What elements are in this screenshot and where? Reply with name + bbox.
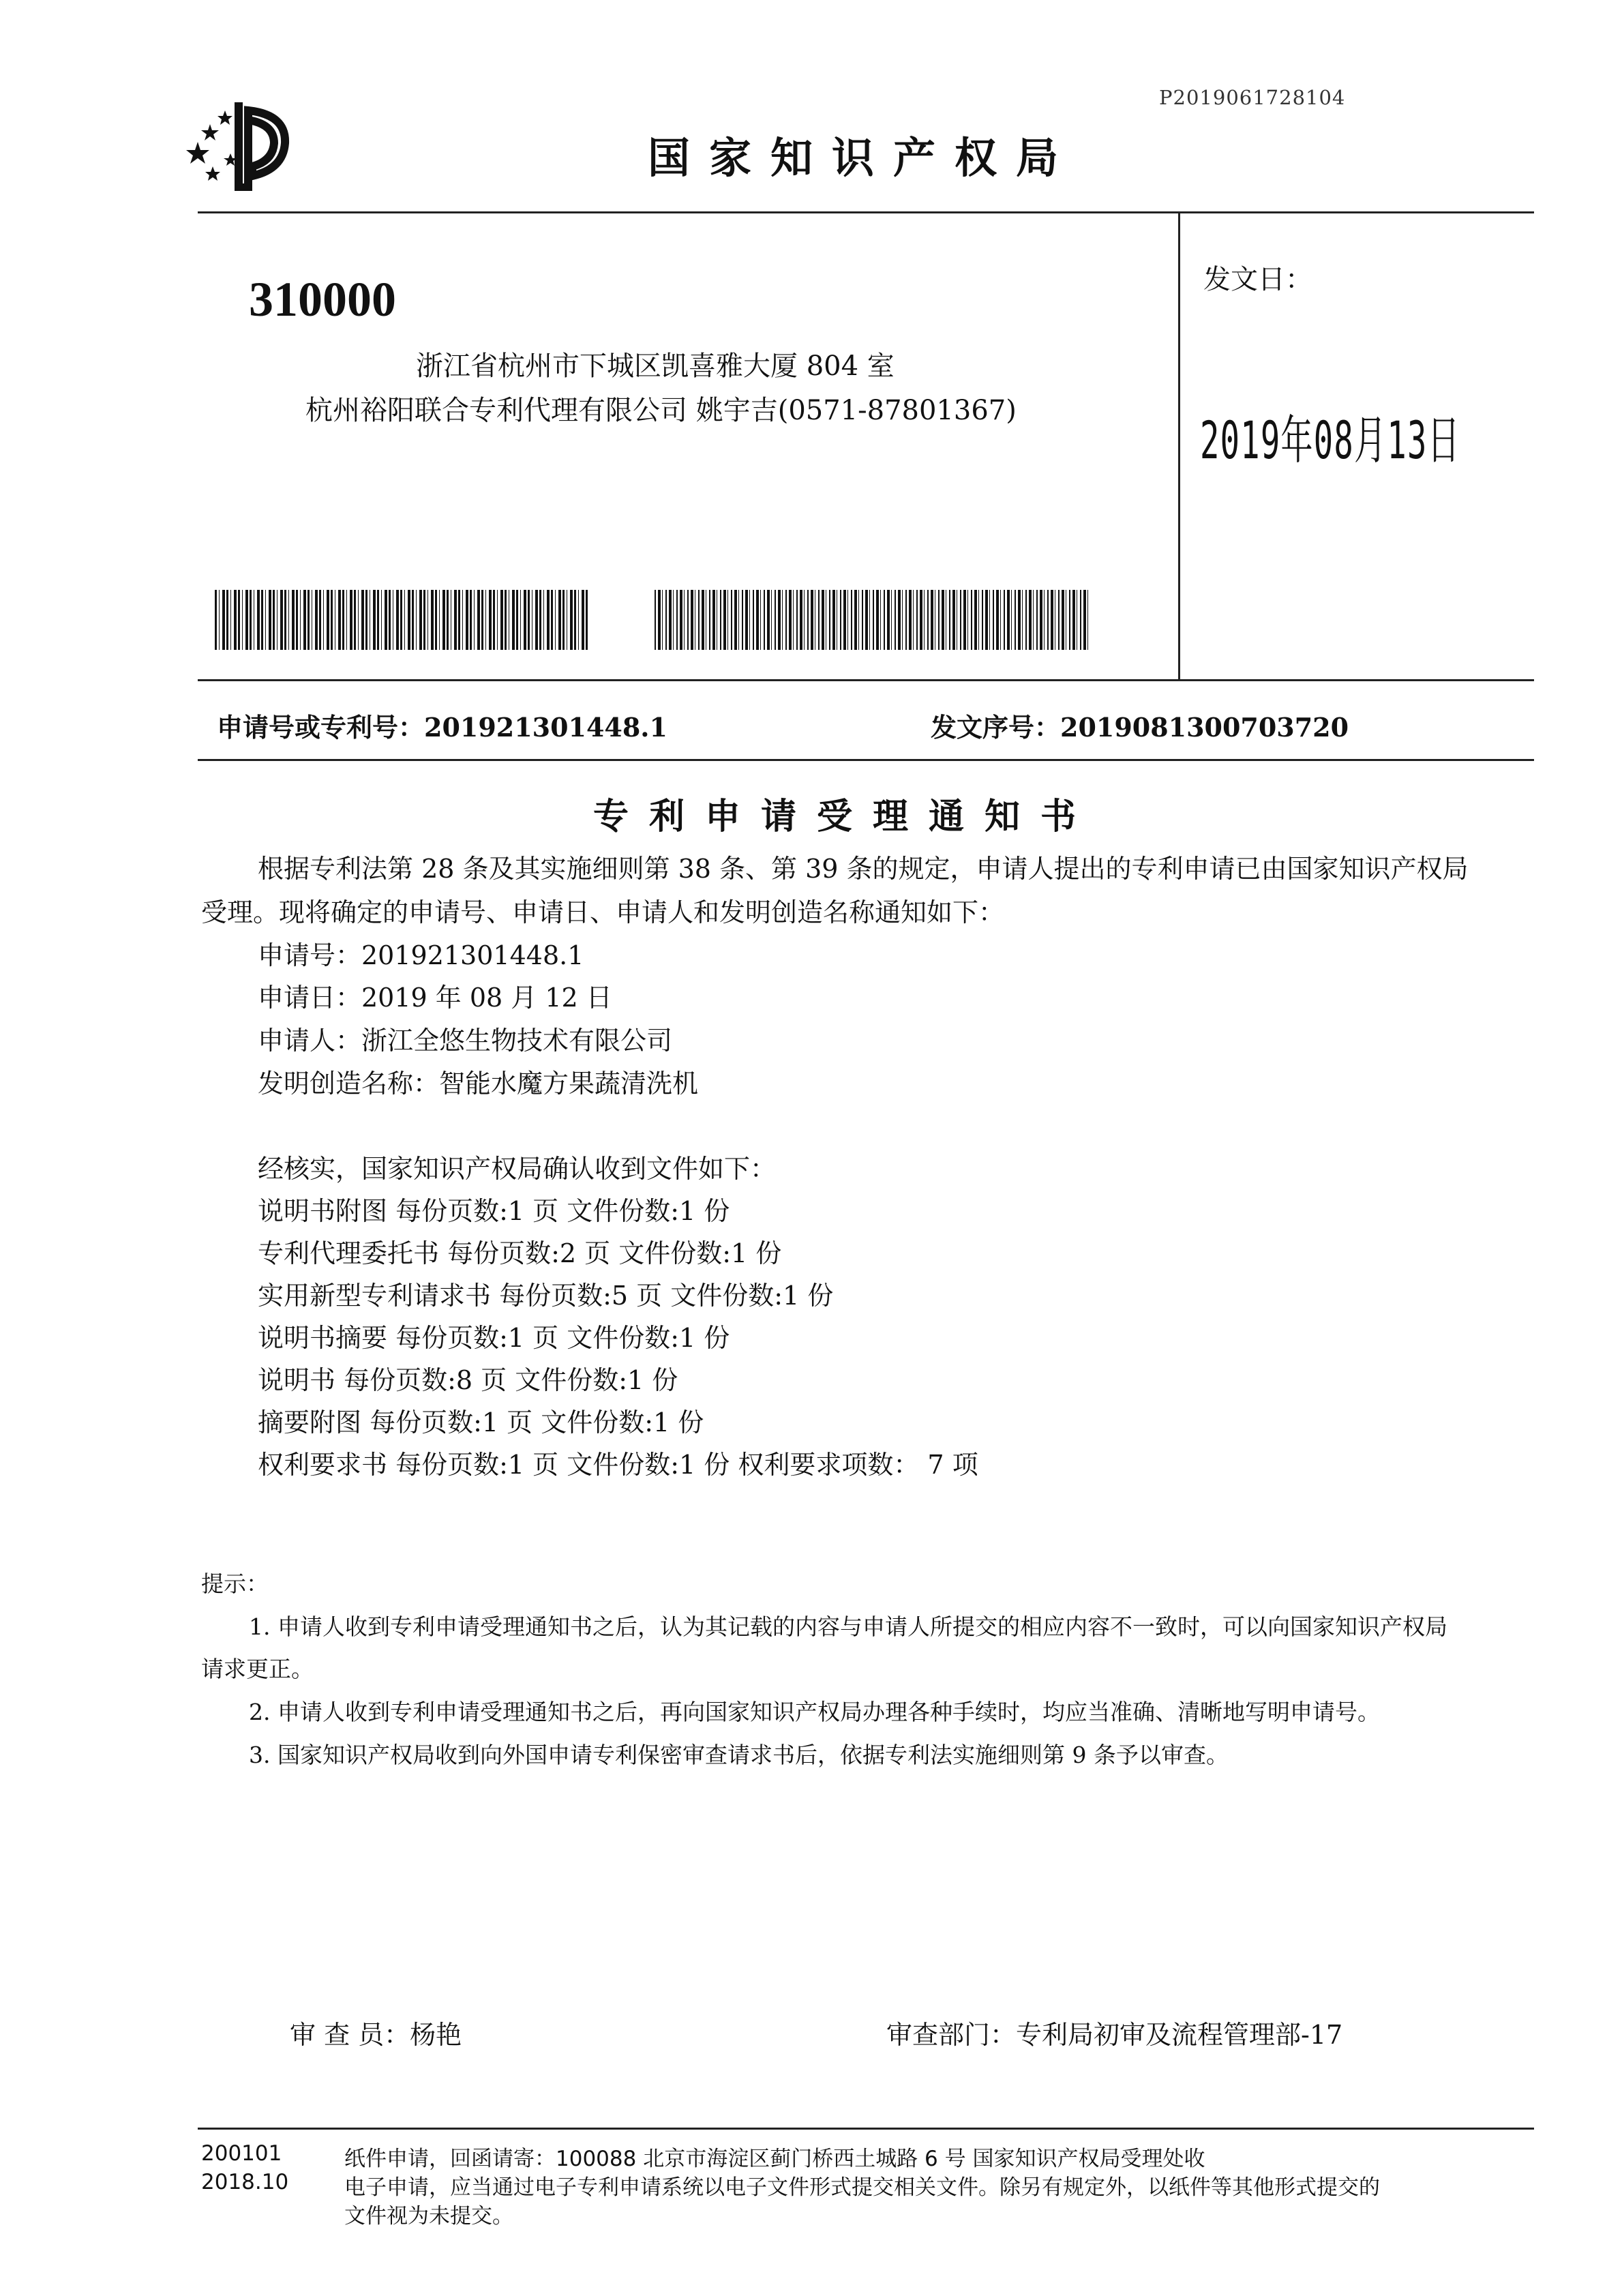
footer-rule bbox=[198, 2128, 1534, 2130]
footer-electronic-instructions-continuation: 文件视为未提交。 bbox=[344, 2204, 513, 2228]
received-file-item: 权利要求书 每份页数:1 页 文件份数:1 份 权利要求项数： 7 项 bbox=[258, 1450, 978, 1480]
postcode: 310000 bbox=[249, 272, 396, 327]
address-line: 浙江省杭州市下城区凯喜雅大厦 804 室 bbox=[416, 351, 895, 382]
issue-date-label: 发文日： bbox=[1203, 264, 1312, 295]
field-application-number: 申请号：201921301448.1 bbox=[258, 940, 584, 970]
received-file-item: 说明书 每份页数:8 页 文件份数:1 份 bbox=[258, 1365, 678, 1395]
form-code: 200101 bbox=[201, 2141, 282, 2166]
footer-electronic-instructions: 电子申请，应当通过电子专利申请系统以电子文件形式提交相关文件。除另有规定外，以纸件等其他形式提交的 bbox=[344, 2175, 1380, 2200]
received-file-item: 专利代理委托书 每份页数:2 页 文件份数:1 份 bbox=[258, 1238, 782, 1268]
field-invention-title: 发明创造名称：智能水魔方果蔬清洗机 bbox=[258, 1069, 699, 1099]
notice-title: 专利申请受理通知书 bbox=[593, 796, 1097, 837]
document-id: P2019061728104 bbox=[1159, 86, 1346, 109]
footer-paper-instructions: 纸件申请，回函请寄：100088 北京市海淀区蓟门桥西土城路 6 号 国家知识产权局受理处收 bbox=[344, 2147, 1205, 2171]
date-column-divider bbox=[1178, 211, 1180, 681]
examining-department: 审查部门：专利局初审及流程管理部-17 bbox=[886, 2020, 1343, 2050]
intro-paragraph-line: 受理。现将确定的申请号、申请日、申请人和发明创造名称通知如下： bbox=[201, 897, 1005, 927]
received-file-item: 说明书附图 每份页数:1 页 文件份数:1 份 bbox=[258, 1196, 730, 1226]
field-applicant: 申请人：浙江全悠生物技术有限公司 bbox=[258, 1026, 673, 1056]
form-version: 2018.10 bbox=[201, 2170, 289, 2194]
agency-line: 杭州裕阳联合专利代理有限公司 姚宇吉(0571-87801367) bbox=[305, 395, 1017, 426]
office-title: 国家知识产权局 bbox=[648, 133, 1078, 183]
received-intro: 经核实，国家知识产权局确认收到文件如下： bbox=[258, 1154, 777, 1184]
numbers-top-rule bbox=[198, 679, 1534, 681]
received-file-item: 摘要附图 每份页数:1 页 文件份数:1 份 bbox=[258, 1407, 704, 1437]
numbers-bottom-rule bbox=[198, 759, 1534, 761]
examiner: 审 查 员：杨艳 bbox=[290, 2020, 462, 2050]
tips-label: 提示： bbox=[201, 1570, 269, 1597]
top-rule bbox=[198, 211, 1534, 213]
tip-item: 3. 国家知识产权局收到向外国申请专利保密审查请求书后，依据专利法实施细则第 9 条予以审查。 bbox=[249, 1742, 1229, 1768]
barcode-left bbox=[215, 590, 590, 650]
tip-item: 2. 申请人收到专利申请受理通知书之后，再向国家知识产权局办理各种手续时，均应当准确、清晰地写明申请号。 bbox=[249, 1699, 1380, 1725]
field-application-date: 申请日：2019 年 08 月 12 日 bbox=[258, 983, 612, 1013]
cnipa-logo bbox=[170, 95, 300, 191]
tip-item: 1. 申请人收到专利申请受理通知书之后，认为其记载的内容与申请人所提交的相应内容不一致时，可以向国家知识产权局 bbox=[249, 1613, 1447, 1640]
intro-paragraph-line: 根据专利法第 28 条及其实施细则第 38 条、第 39 条的规定，申请人提出的专利申请已由国家知识产权局 bbox=[258, 854, 1469, 884]
application-number: 申请号或专利号：201921301448.1 bbox=[217, 712, 667, 743]
barcode-right bbox=[655, 590, 1091, 650]
issue-date: 2019年08月13日 bbox=[1200, 410, 1460, 471]
serial-number: 发文序号：2019081300703720 bbox=[931, 712, 1349, 743]
received-file-item: 说明书摘要 每份页数:1 页 文件份数:1 份 bbox=[258, 1323, 730, 1353]
tip-item-continuation: 请求更正。 bbox=[201, 1656, 314, 1682]
received-file-item: 实用新型专利请求书 每份页数:5 页 文件份数:1 份 bbox=[258, 1281, 834, 1311]
